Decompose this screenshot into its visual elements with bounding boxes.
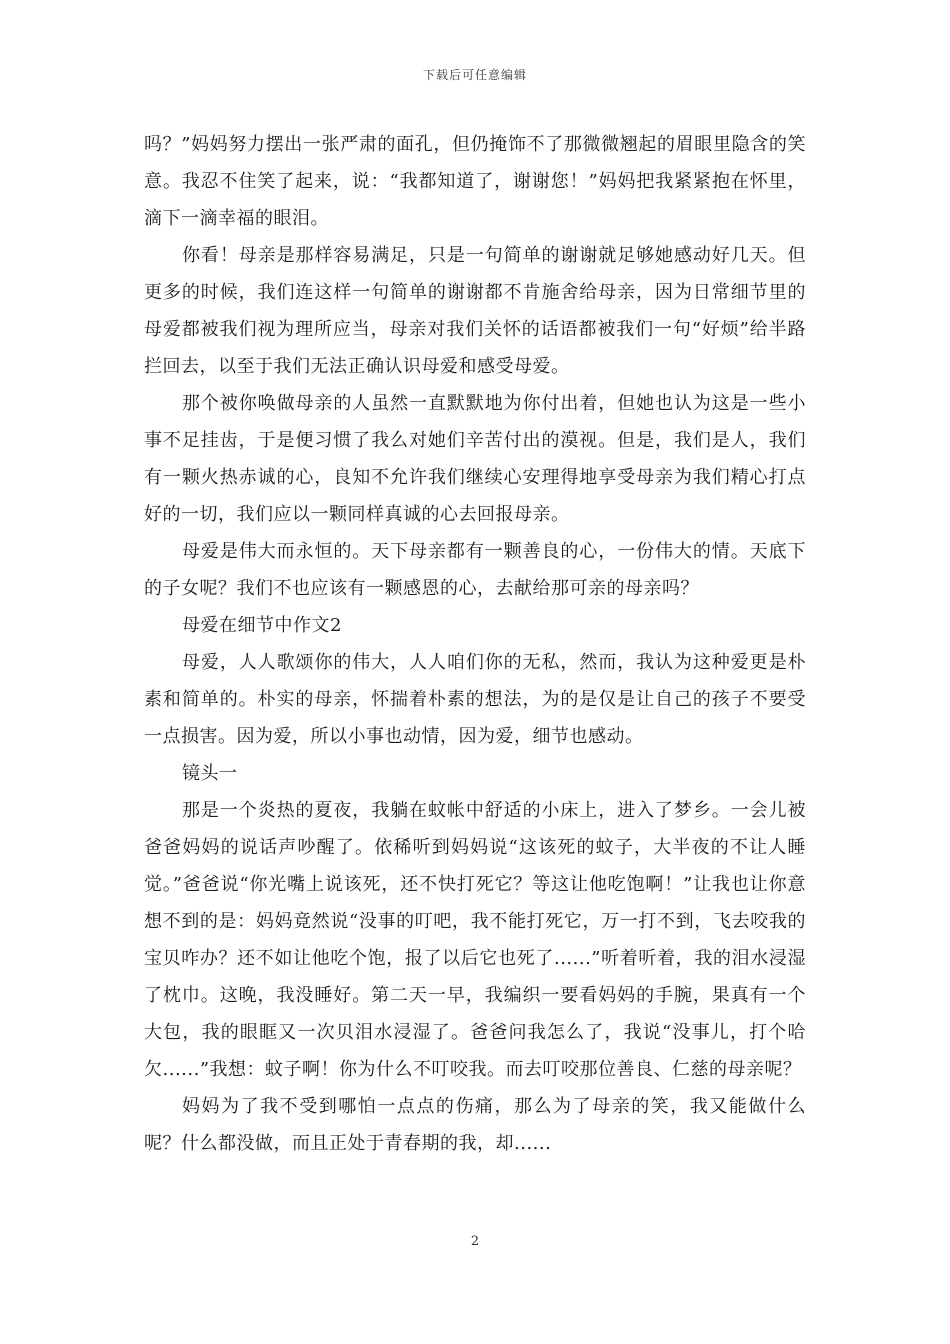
document-body — [144, 126, 806, 1162]
paragraph: 那个被你唤做母亲的人虽然一直默默地为你付出着，但她也认为这是一些小事不足挂齿，于是便习惯了我么对她们辛苦付出的漠视。但是，我们是人，我们有一颗火热赤诚的心，良知不允许我们继续心安理得地享受母亲为我们精心打点好的一切，我们应以一颗同样真诚的心去回报母亲。 — [144, 393, 806, 525]
page-header: 下载后可任意编辑 — [422, 68, 527, 82]
paragraph: 妈妈为了我不受到哪怕一点点的伤痛，那么为了母亲的笑，我又能做什么呢？什么都没做，而且正处于青春期的我，却...... — [144, 1096, 806, 1154]
paragraph: 母爱是伟大而永恒的。天下母亲都有一颗善良的心，一份伟大的情。天底下的子女呢？我们不也应该有一颗感恩的心，去献给那可亲的母亲吗？ — [144, 541, 806, 599]
paragraph-continuation: 吗？”妈妈努力摆出一张严肃的面孔，但仍掩饰不了那微微翘起的眉眼里隐含的笑意。我忍不住笑了起来，说：“我都知道了，谢谢您！”妈妈把我紧紧抱在怀里，滴下一滴幸福的眼泪。 — [144, 134, 806, 229]
paragraph: 那是一个炎热的夏夜，我躺在蚊帐中舒适的小床上，进入了梦乡。一会儿被爸爸妈妈的说话声吵醒了。依稀听到妈妈说“这该死的蚊子，大半夜的不让人睡觉。”爸爸说“你光嘴上说该死，还不快打死它？等这让他吃饱啊！”让我也让你意想不到的是：妈妈竟然说“没事的叮吧，我不能打死它，万一打不到，飞去咬我的宝贝咋办？还不如让他吃个饱，报了以后它也死了......”听着听着，我的泪水浸湿了枕巾。这晚，我没睡好。第二天一早，我编织一要看妈妈的手腕，果真有一个大包，我的眼眶又一次贝泪水浸湿了。爸爸问我怎么了，我说“没事儿，打个哈欠......”我想：蚊子啊！你为什么不叮咬我。而去叮咬那位善良、仁慈的母亲呢？ — [144, 800, 806, 1080]
subsection-title: 镜头一 — [182, 763, 238, 784]
paragraph: 母爱，人人歌颂你的伟大，人人咱们你的无私，然而，我认为这种爱更是朴素和简单的。朴实的母亲，怀揣着朴素的想法，为的是仅是让自己的孩子不要受一点损害。因为爱，所以小事也动情，因为爱，细节也感动。 — [144, 652, 806, 747]
page-number: 2 — [470, 1234, 480, 1249]
section-title: 母爱在细节中作文2 — [182, 615, 342, 636]
paragraph: 你看！母亲是那样容易满足，只是一句简单的谢谢就足够她感动好几天。但更多的时候，我们连这样一句简单的谢谢都不肯施舍给母亲，因为日常细节里的母爱都被我们视为理所应当，母亲对我们关怀的话语都被我们一句“好烦”给半路拦回去，以至于我们无法正确认识母爱和感受母爱。 — [144, 245, 806, 377]
